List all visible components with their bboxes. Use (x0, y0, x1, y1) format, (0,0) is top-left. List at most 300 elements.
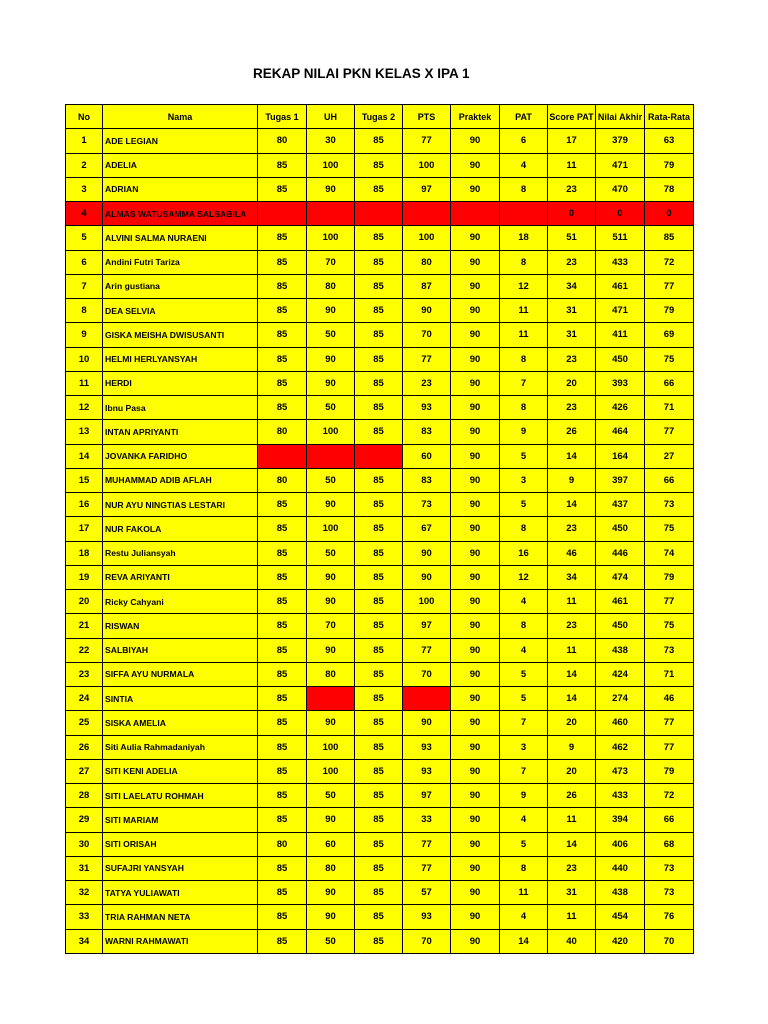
cell-uh: 90 (307, 565, 355, 589)
cell-praktek: 90 (451, 784, 500, 808)
table-row (66, 784, 694, 808)
cell-nama: REVA ARIYANTI (103, 565, 258, 589)
cell-tugas2: 85 (355, 856, 403, 880)
cell-pts: 100 (403, 226, 451, 250)
cell-nama: Ricky Cahyani (103, 590, 258, 614)
cell-rata-rata: 77 (645, 590, 694, 614)
cell-nilai-akhir: 438 (596, 881, 645, 905)
cell-nilai-akhir: 438 (596, 638, 645, 662)
cell-rata-rata: 73 (645, 881, 694, 905)
cell-pts: 70 (403, 662, 451, 686)
cell-pts: 77 (403, 856, 451, 880)
cell-pat: 9 (500, 784, 548, 808)
cell-pat: 8 (500, 250, 548, 274)
cell-praktek: 90 (451, 565, 500, 589)
cell-tugas2: 85 (355, 250, 403, 274)
cell-score-pat: 0 (548, 202, 596, 226)
cell-pts: 97 (403, 784, 451, 808)
cell-tugas1 (258, 444, 307, 468)
cell-pts: 97 (403, 614, 451, 638)
cell-tugas2: 85 (355, 735, 403, 759)
cell-tugas1: 85 (258, 565, 307, 589)
cell-score-pat: 14 (548, 832, 596, 856)
cell-score-pat: 23 (548, 856, 596, 880)
cell-praktek: 90 (451, 808, 500, 832)
cell-tugas1 (258, 202, 307, 226)
cell-praktek: 90 (451, 638, 500, 662)
table-row (66, 250, 694, 274)
cell-tugas2 (355, 444, 403, 468)
cell-pts: 90 (403, 565, 451, 589)
cell-nilai-akhir: 406 (596, 832, 645, 856)
cell-no: 22 (66, 638, 103, 662)
cell-uh: 50 (307, 468, 355, 492)
cell-uh: 50 (307, 323, 355, 347)
cell-rata-rata: 72 (645, 784, 694, 808)
cell-score-pat: 11 (548, 153, 596, 177)
cell-uh: 90 (307, 638, 355, 662)
cell-tugas1: 85 (258, 274, 307, 298)
cell-rata-rata: 85 (645, 226, 694, 250)
cell-score-pat: 46 (548, 541, 596, 565)
cell-nilai-akhir: 433 (596, 784, 645, 808)
cell-uh (307, 444, 355, 468)
cell-nama: HERDI (103, 371, 258, 395)
table-row (66, 226, 694, 250)
table-row (66, 323, 694, 347)
table-row (66, 420, 694, 444)
cell-rata-rata: 73 (645, 856, 694, 880)
cell-rata-rata: 69 (645, 323, 694, 347)
cell-uh: 90 (307, 347, 355, 371)
cell-nama: SUFAJRI YANSYAH (103, 856, 258, 880)
cell-nama: SITI MARIAM (103, 808, 258, 832)
cell-praktek: 90 (451, 371, 500, 395)
cell-no: 25 (66, 711, 103, 735)
cell-nilai-akhir: 474 (596, 565, 645, 589)
cell-praktek (451, 202, 500, 226)
cell-pat: 8 (500, 396, 548, 420)
cell-no: 26 (66, 735, 103, 759)
cell-pts: 60 (403, 444, 451, 468)
cell-nama: GISKA MEISHA DWISUSANTI (103, 323, 258, 347)
header-pts: PTS (403, 105, 451, 129)
cell-score-pat: 23 (548, 347, 596, 371)
cell-rata-rata: 77 (645, 711, 694, 735)
cell-tugas2: 85 (355, 662, 403, 686)
cell-pat: 5 (500, 444, 548, 468)
cell-no: 10 (66, 347, 103, 371)
cell-nama: SITI LAELATU ROHMAH (103, 784, 258, 808)
cell-pts: 100 (403, 153, 451, 177)
cell-nilai-akhir: 397 (596, 468, 645, 492)
cell-nama: WARNI RAHMAWATI (103, 929, 258, 953)
cell-rata-rata: 71 (645, 396, 694, 420)
cell-tugas2: 85 (355, 808, 403, 832)
cell-pts: 77 (403, 638, 451, 662)
table-row (66, 687, 694, 711)
cell-tugas1: 85 (258, 638, 307, 662)
cell-nilai-akhir: 450 (596, 614, 645, 638)
table-row (66, 832, 694, 856)
cell-nama: SITI KENI ADELIA (103, 759, 258, 783)
cell-nilai-akhir: 462 (596, 735, 645, 759)
cell-uh: 90 (307, 905, 355, 929)
cell-nilai-akhir: 446 (596, 541, 645, 565)
header-nama: Nama (103, 105, 258, 129)
cell-uh: 90 (307, 493, 355, 517)
cell-praktek: 90 (451, 881, 500, 905)
cell-pat: 3 (500, 468, 548, 492)
cell-nilai-akhir: 440 (596, 856, 645, 880)
cell-tugas1: 85 (258, 517, 307, 541)
cell-nilai-akhir: 394 (596, 808, 645, 832)
cell-tugas2: 85 (355, 347, 403, 371)
cell-nama: Andini Futri Tariza (103, 250, 258, 274)
cell-pat: 12 (500, 274, 548, 298)
table-row (66, 299, 694, 323)
cell-pts: 93 (403, 735, 451, 759)
cell-nilai-akhir: 460 (596, 711, 645, 735)
cell-tugas1: 85 (258, 590, 307, 614)
cell-pat: 5 (500, 493, 548, 517)
cell-uh: 50 (307, 396, 355, 420)
header-pat: PAT (500, 105, 548, 129)
cell-tugas1: 85 (258, 662, 307, 686)
cell-nilai-akhir: 393 (596, 371, 645, 395)
cell-pat: 7 (500, 711, 548, 735)
cell-pts: 83 (403, 468, 451, 492)
cell-tugas1: 85 (258, 881, 307, 905)
cell-pat: 4 (500, 638, 548, 662)
table-row (66, 177, 694, 201)
cell-tugas1: 85 (258, 299, 307, 323)
cell-no: 7 (66, 274, 103, 298)
cell-pts: 80 (403, 250, 451, 274)
cell-rata-rata: 75 (645, 347, 694, 371)
cell-no: 18 (66, 541, 103, 565)
cell-tugas1: 85 (258, 541, 307, 565)
cell-pts: 57 (403, 881, 451, 905)
cell-praktek: 90 (451, 299, 500, 323)
cell-praktek: 90 (451, 614, 500, 638)
cell-nama: TRIA RAHMAN NETA (103, 905, 258, 929)
cell-no: 17 (66, 517, 103, 541)
header-tugas1: Tugas 1 (258, 105, 307, 129)
cell-nama: Siti Aulia Rahmadaniyah (103, 735, 258, 759)
cell-pts: 100 (403, 590, 451, 614)
cell-praktek: 90 (451, 420, 500, 444)
cell-rata-rata: 66 (645, 808, 694, 832)
cell-tugas2: 85 (355, 614, 403, 638)
table-row (66, 396, 694, 420)
cell-tugas1: 85 (258, 905, 307, 929)
cell-tugas2: 85 (355, 687, 403, 711)
table-row (66, 274, 694, 298)
cell-no: 33 (66, 905, 103, 929)
cell-score-pat: 9 (548, 735, 596, 759)
cell-praktek: 90 (451, 129, 500, 153)
cell-tugas1: 85 (258, 177, 307, 201)
cell-pts: 77 (403, 129, 451, 153)
cell-uh: 90 (307, 808, 355, 832)
cell-no: 28 (66, 784, 103, 808)
cell-tugas2: 85 (355, 541, 403, 565)
cell-uh: 70 (307, 250, 355, 274)
header-rata-rata: Rata-Rata (645, 105, 694, 129)
cell-score-pat: 34 (548, 274, 596, 298)
cell-tugas1: 80 (258, 832, 307, 856)
cell-praktek: 90 (451, 396, 500, 420)
cell-pts: 33 (403, 808, 451, 832)
cell-rata-rata: 73 (645, 493, 694, 517)
cell-tugas2: 85 (355, 129, 403, 153)
cell-no: 27 (66, 759, 103, 783)
cell-pat: 12 (500, 565, 548, 589)
cell-nilai-akhir: 274 (596, 687, 645, 711)
cell-pts: 70 (403, 929, 451, 953)
cell-pts: 93 (403, 759, 451, 783)
cell-no: 30 (66, 832, 103, 856)
cell-pat: 7 (500, 759, 548, 783)
cell-rata-rata: 70 (645, 929, 694, 953)
cell-nilai-akhir: 464 (596, 420, 645, 444)
cell-no: 23 (66, 662, 103, 686)
header-uh: UH (307, 105, 355, 129)
cell-uh: 90 (307, 881, 355, 905)
table-row (66, 565, 694, 589)
cell-tugas2: 85 (355, 323, 403, 347)
cell-uh: 80 (307, 662, 355, 686)
cell-tugas1: 85 (258, 808, 307, 832)
cell-praktek: 90 (451, 274, 500, 298)
table-row (66, 881, 694, 905)
header-row (66, 105, 694, 129)
cell-no: 1 (66, 129, 103, 153)
cell-uh: 100 (307, 226, 355, 250)
cell-nama: SISKA AMELIA (103, 711, 258, 735)
cell-rata-rata: 79 (645, 153, 694, 177)
table-row (66, 638, 694, 662)
cell-uh: 80 (307, 274, 355, 298)
cell-pts (403, 202, 451, 226)
cell-score-pat: 20 (548, 759, 596, 783)
grades-body (66, 129, 694, 954)
cell-score-pat: 14 (548, 493, 596, 517)
cell-nama: ALVINI SALMA NURAENI (103, 226, 258, 250)
cell-praktek: 90 (451, 517, 500, 541)
table-row (66, 929, 694, 953)
cell-nama: SINTIA (103, 687, 258, 711)
cell-nama: JOVANKA FARIDHO (103, 444, 258, 468)
cell-uh: 100 (307, 759, 355, 783)
cell-pat: 6 (500, 129, 548, 153)
cell-nama: SALBIYAH (103, 638, 258, 662)
cell-tugas2: 85 (355, 590, 403, 614)
cell-tugas2: 85 (355, 711, 403, 735)
cell-nilai-akhir: 420 (596, 929, 645, 953)
cell-uh: 90 (307, 299, 355, 323)
cell-nilai-akhir: 454 (596, 905, 645, 929)
table-row (66, 202, 694, 226)
header-nilai-akhir: Nilai Akhir (596, 105, 645, 129)
cell-nilai-akhir: 0 (596, 202, 645, 226)
cell-no: 5 (66, 226, 103, 250)
cell-pts: 90 (403, 541, 451, 565)
cell-nama: MUHAMMAD ADIB AFLAH (103, 468, 258, 492)
cell-rata-rata: 66 (645, 371, 694, 395)
cell-nilai-akhir: 437 (596, 493, 645, 517)
cell-tugas1: 80 (258, 420, 307, 444)
cell-score-pat: 31 (548, 299, 596, 323)
cell-rata-rata: 77 (645, 735, 694, 759)
cell-pts: 77 (403, 347, 451, 371)
header-score-pat: Score PAT (548, 105, 596, 129)
page-title-text: REKAP NILAI PKN KELAS X IPA 1 (253, 66, 470, 81)
cell-tugas2: 85 (355, 881, 403, 905)
cell-nama: ADRIAN (103, 177, 258, 201)
cell-praktek: 90 (451, 905, 500, 929)
cell-rata-rata: 77 (645, 420, 694, 444)
cell-score-pat: 14 (548, 444, 596, 468)
cell-tugas1: 85 (258, 759, 307, 783)
cell-pat: 8 (500, 517, 548, 541)
cell-score-pat: 31 (548, 881, 596, 905)
table-row (66, 759, 694, 783)
cell-pts: 67 (403, 517, 451, 541)
cell-tugas2: 85 (355, 468, 403, 492)
cell-pts: 90 (403, 711, 451, 735)
cell-no: 20 (66, 590, 103, 614)
cell-tugas1: 85 (258, 735, 307, 759)
cell-uh: 50 (307, 929, 355, 953)
table-row (66, 468, 694, 492)
cell-no: 21 (66, 614, 103, 638)
cell-tugas1: 85 (258, 396, 307, 420)
cell-uh: 100 (307, 735, 355, 759)
cell-tugas2: 85 (355, 929, 403, 953)
cell-tugas1: 80 (258, 468, 307, 492)
cell-uh: 100 (307, 153, 355, 177)
header-tugas2: Tugas 2 (355, 105, 403, 129)
cell-tugas1: 85 (258, 250, 307, 274)
cell-score-pat: 23 (548, 517, 596, 541)
cell-rata-rata: 76 (645, 905, 694, 929)
cell-uh: 90 (307, 711, 355, 735)
cell-score-pat: 11 (548, 590, 596, 614)
cell-rata-rata: 46 (645, 687, 694, 711)
cell-praktek: 90 (451, 226, 500, 250)
cell-score-pat: 34 (548, 565, 596, 589)
cell-pat: 5 (500, 662, 548, 686)
cell-tugas2: 85 (355, 759, 403, 783)
cell-tugas2: 85 (355, 565, 403, 589)
cell-rata-rata: 71 (645, 662, 694, 686)
cell-pts: 87 (403, 274, 451, 298)
table-row (66, 541, 694, 565)
cell-score-pat: 26 (548, 420, 596, 444)
cell-tugas2 (355, 202, 403, 226)
cell-score-pat: 11 (548, 905, 596, 929)
cell-rata-rata: 73 (645, 638, 694, 662)
cell-praktek: 90 (451, 323, 500, 347)
cell-tugas1: 85 (258, 226, 307, 250)
cell-pts: 93 (403, 905, 451, 929)
cell-score-pat: 23 (548, 177, 596, 201)
cell-nilai-akhir: 473 (596, 759, 645, 783)
cell-no: 34 (66, 929, 103, 953)
cell-score-pat: 11 (548, 808, 596, 832)
cell-uh: 100 (307, 420, 355, 444)
cell-pat: 4 (500, 905, 548, 929)
cell-praktek: 90 (451, 444, 500, 468)
cell-no: 14 (66, 444, 103, 468)
cell-nama: NUR FAKOLA (103, 517, 258, 541)
cell-rata-rata: 68 (645, 832, 694, 856)
table-row (66, 129, 694, 153)
cell-score-pat: 17 (548, 129, 596, 153)
cell-praktek: 90 (451, 929, 500, 953)
cell-pat: 5 (500, 687, 548, 711)
cell-no: 3 (66, 177, 103, 201)
cell-pat: 4 (500, 590, 548, 614)
cell-score-pat: 31 (548, 323, 596, 347)
header-no: No (66, 105, 103, 129)
cell-uh: 100 (307, 517, 355, 541)
cell-praktek: 90 (451, 687, 500, 711)
cell-rata-rata: 79 (645, 299, 694, 323)
cell-praktek: 90 (451, 590, 500, 614)
cell-no: 11 (66, 371, 103, 395)
cell-rata-rata: 77 (645, 274, 694, 298)
table-row (66, 444, 694, 468)
cell-no: 8 (66, 299, 103, 323)
table-row (66, 371, 694, 395)
cell-score-pat: 9 (548, 468, 596, 492)
cell-no: 19 (66, 565, 103, 589)
cell-nilai-akhir: 471 (596, 299, 645, 323)
cell-pat: 8 (500, 614, 548, 638)
cell-tugas2: 85 (355, 299, 403, 323)
cell-praktek: 90 (451, 856, 500, 880)
table-row (66, 905, 694, 929)
cell-pat (500, 202, 548, 226)
cell-tugas2: 85 (355, 638, 403, 662)
cell-rata-rata: 78 (645, 177, 694, 201)
cell-pts: 83 (403, 420, 451, 444)
cell-rata-rata: 72 (645, 250, 694, 274)
cell-score-pat: 23 (548, 396, 596, 420)
cell-rata-rata: 63 (645, 129, 694, 153)
cell-praktek: 90 (451, 177, 500, 201)
cell-no: 31 (66, 856, 103, 880)
table-row (66, 590, 694, 614)
table-row (66, 153, 694, 177)
cell-score-pat: 14 (548, 662, 596, 686)
cell-nama: Restu Juliansyah (103, 541, 258, 565)
cell-pts: 90 (403, 299, 451, 323)
cell-nama: DEA SELVIA (103, 299, 258, 323)
cell-pat: 8 (500, 177, 548, 201)
cell-praktek: 90 (451, 493, 500, 517)
cell-rata-rata: 27 (645, 444, 694, 468)
cell-nama: RISWAN (103, 614, 258, 638)
cell-praktek: 90 (451, 347, 500, 371)
cell-pts: 97 (403, 177, 451, 201)
cell-no: 9 (66, 323, 103, 347)
cell-nama: NUR AYU NINGTIAS LESTARI (103, 493, 258, 517)
cell-no: 6 (66, 250, 103, 274)
